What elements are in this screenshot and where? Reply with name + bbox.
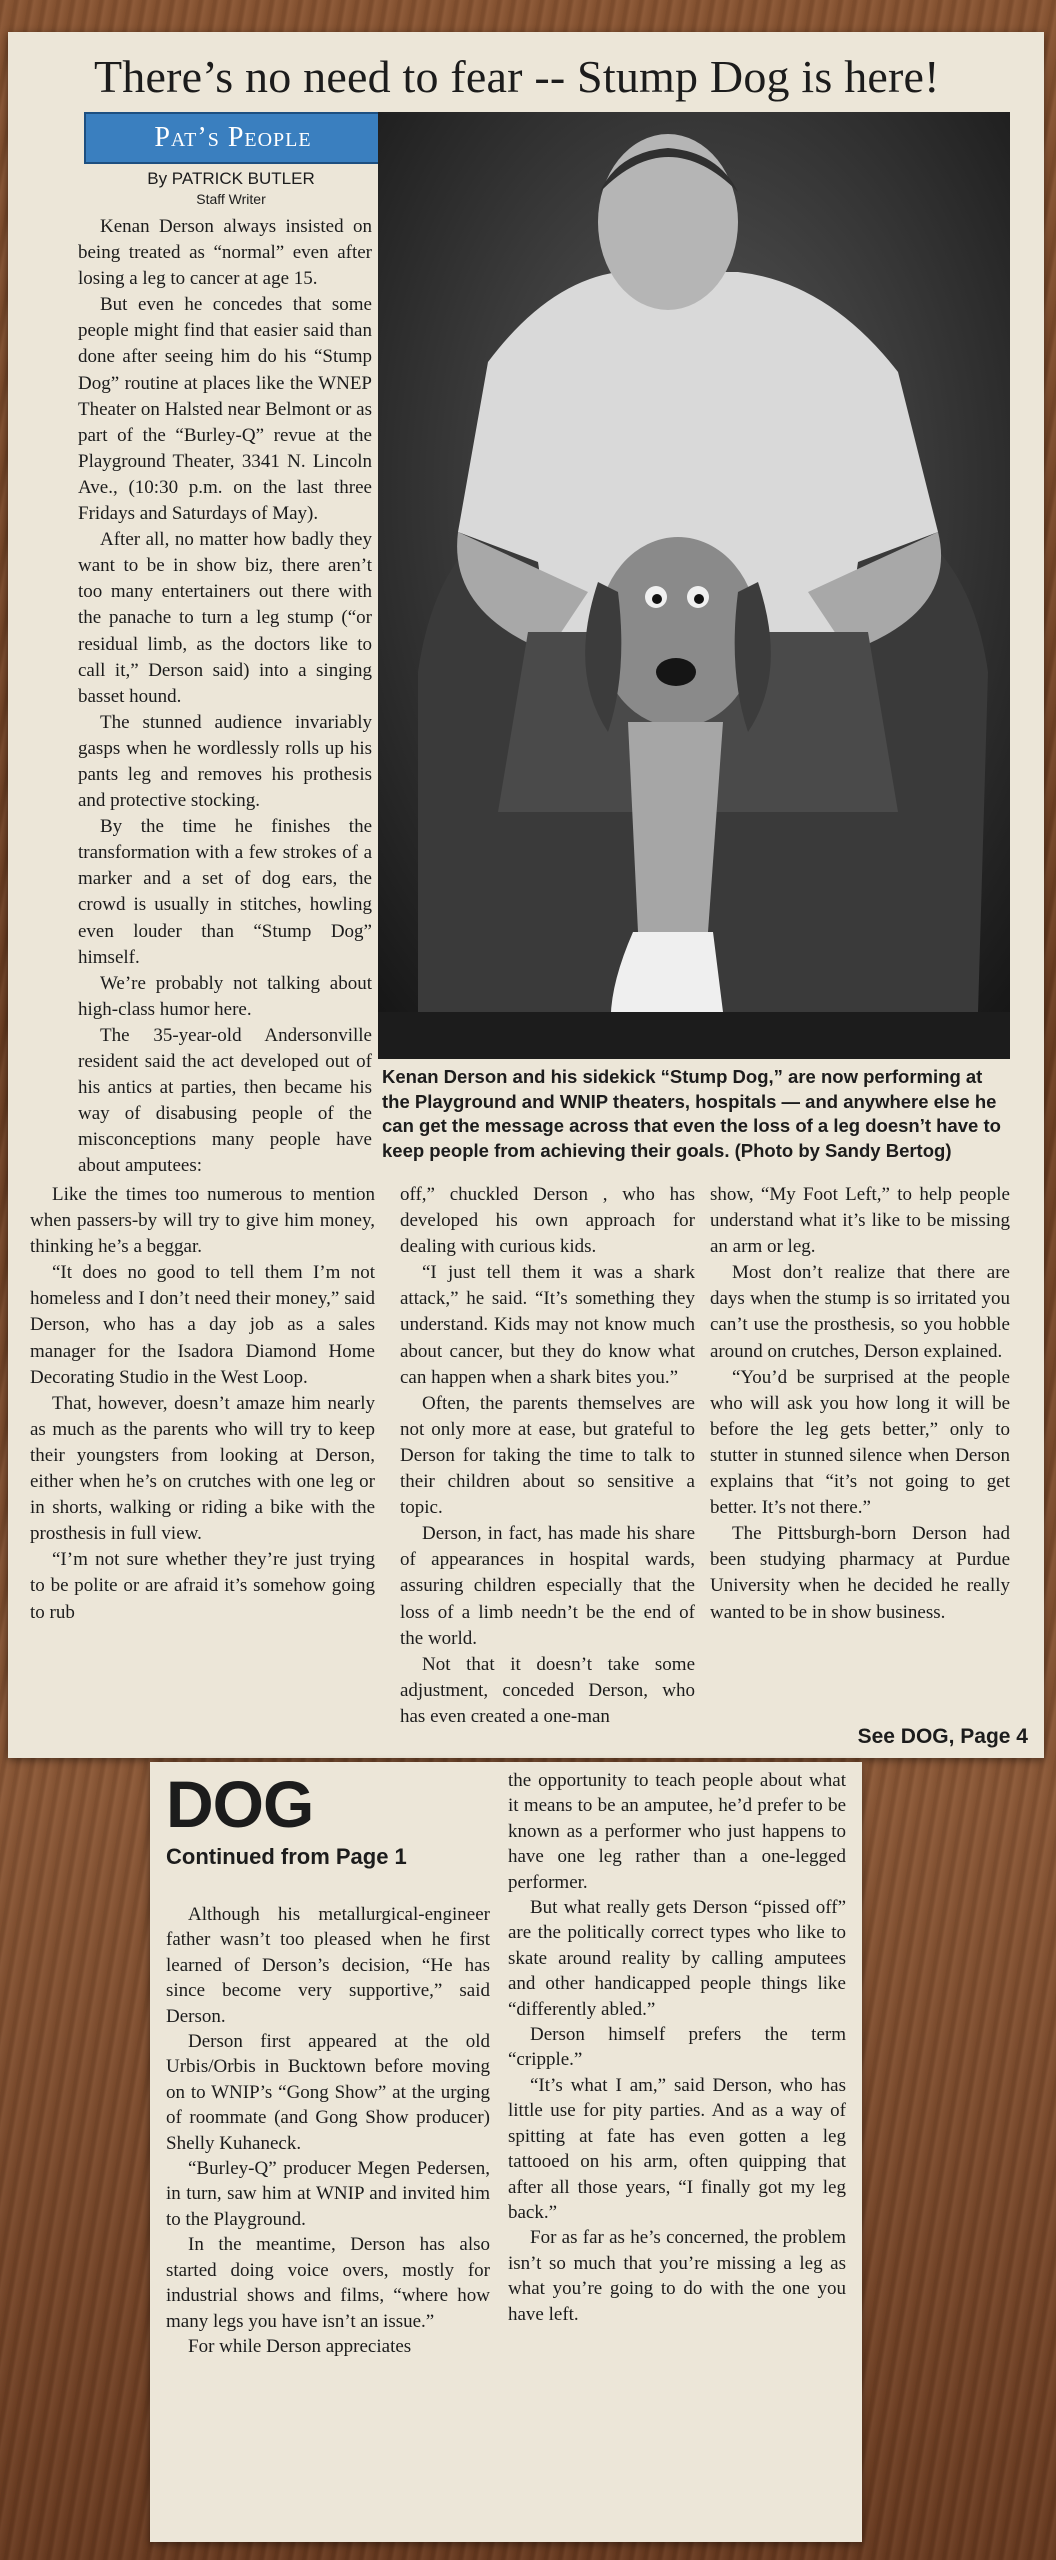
paragraph: Not that it doesn’t take some adjustment, conceded Derson, who has even created a one-man: [400, 1653, 695, 1727]
paragraph: Derson first appeared at the old Urbis/Orbis in Bucktown before moving on to WNIP’s “Gong Show” at the urging of roommate (and Gong Show producer) Shelly Kuhaneck.: [166, 2031, 490, 2154]
article-column-a: [30, 1182, 375, 1747]
article-column-c: [710, 1182, 1010, 1722]
paragraph: For as far as he’s concerned, the problem isn’t so much that you’re missing a leg as what you’re going to do with the one you have left.: [508, 2227, 846, 2325]
paragraph: That, however, doesn’t amaze him nearly as much as the parents who will try to keep their youngsters from looking at Derson, either when he’s on crutches with one leg or in shorts, walking or riding a bike with the prosthesis in full view.: [30, 1392, 375, 1545]
paragraph: Although his metallurgical-engineer father wasn’t too pleased when he first learned of Derson’s decision, “He has since become very supportive,” said Derson.: [166, 1904, 490, 2027]
paragraph: Derson himself prefers the term “cripple.”: [508, 2024, 846, 2071]
paragraph: After all, no matter how badly they want to be in show biz, there aren’t too many entertainers out there with the panache to turn a leg stump (“or residual limb, as the doctors like to call it,” Derson said) into a singing basset hound.: [78, 529, 372, 707]
paragraph: Often, the parents themselves are not only more at ease, but grateful to Derson for taking the time to talk to their children about so sensitive a topic.: [400, 1392, 695, 1519]
paragraph: Derson, in fact, has made his share of appearances in hospital wards, assuring children especially that the loss of a limb needn’t be the end of the world.: [400, 1523, 695, 1649]
paragraph: The stunned audience invariably gasps when he wordlessly rolls up his pants leg and removes his prothesis and protective stocking.: [78, 711, 372, 812]
paragraph: But even he concedes that some people might find that easier said than done after seeing him do his “Stump Dog” routine at places like the WNEP Theater on Halsted near Belmont or as part of the “Burley-Q” revue at the Playground Theater, 3341 N. Lincoln Ave., (10:30 p.m. on the last three Fridays and Saturdays of May).: [78, 294, 372, 525]
column-tag: Pat’s People: [84, 112, 382, 164]
continued-from-label: Continued from Page 1: [166, 1844, 407, 1869]
photo-caption: Kenan Derson and his sidekick “Stump Dog,” are now performing at the Playground and WNIP theaters, hospitals — and anywhere else he can get the message across that even the loss of a leg doesn’t have to keep people from achieving their goals. (Photo by Sandy Bertog): [382, 1066, 1001, 1161]
byline: [84, 168, 378, 208]
byline-role: Staff Writer: [196, 191, 266, 207]
continuation-column-right: [508, 1768, 846, 2327]
headline: There’s no need to fear -- Stump Dog is here!: [94, 51, 940, 102]
paragraph: By the time he finishes the transformation with a few strokes of a marker and a set of dog ears, the crowd is usually in stitches, howling even louder than “Stump Dog” himself.: [78, 816, 372, 968]
paragraph: “You’d be surprised at the people who will ask you how long it will be before the leg gets better,” only to stutter in stunned silence when Derson explains that “it’s not going to get better. It’s not there.”: [710, 1366, 1010, 1519]
paragraph: In the meantime, Derson has also started doing voice overs, mostly for industrial shows and films, “where how many legs you have isn’t an issue.”: [166, 2234, 490, 2332]
paragraph: But what really gets Derson “pissed off” are the politically correct types who like to skate around reality by calling amputees and other handicapped people things like “differently abled.”: [508, 1897, 846, 2020]
paragraph: “I just tell them it was a shark attack,” he said. “It’s something they understand. Kids may not know much about cancer, but they do know what can happen when a shark bites you.”: [400, 1262, 695, 1388]
continuation-clipping: [150, 1762, 862, 2542]
paragraph: Kenan Derson always insisted on being treated as “normal” even after losing a leg to cancer at age 15.: [78, 216, 372, 290]
continuation-title: DOG: [166, 1767, 314, 1841]
paragraph: For while Derson appreciates: [188, 2335, 412, 2357]
paragraph: “It does no good to tell them I’m not homeless and I don’t need their money,” said Derson, who has a day job as a sales manager for the Isadora Diamond Home Decorating Studio in the West Loop.: [30, 1262, 375, 1388]
article-column-left: [78, 214, 372, 1184]
paragraph: The Pittsburgh-born Derson had been studying pharmacy at Purdue University when he decided he really wanted to be in show business.: [710, 1523, 1010, 1623]
paragraph: the opportunity to teach people about what it means to be an amputee, he’d prefer to be known as a performer who just happens to have one leg rather than a one-legged performer.: [508, 1770, 846, 1893]
article-column-b: [400, 1182, 695, 1747]
jump-line: See DOG, Page 4: [857, 1725, 1028, 1748]
paragraph: Most don’t realize that there are days when the stump is so irritated you can’t use the prosthesis, so you hobble around on crutches, Derson explained.: [710, 1262, 1010, 1362]
paragraph: “It’s what I am,” said Derson, who has little use for pity parties. And as a way of spitting at fate has even gotten a leg tattooed on his arm, often quipping that after all those years, “I finally got my leg back.”: [508, 2074, 846, 2223]
paragraph: off,” chuckled Derson , who has developed his own approach for dealing with curious kids.: [400, 1184, 695, 1258]
paragraph: “Burley-Q” producer Megen Pedersen, in turn, saw him at WNIP and invited him to the Playground.: [166, 2158, 490, 2230]
paragraph: show, “My Foot Left,” to help people understand what it’s like to be missing an arm or leg.: [710, 1184, 1010, 1258]
paragraph: We’re probably not talking about high-class humor here.: [78, 972, 372, 1020]
byline-author: By PATRICK BUTLER: [147, 169, 315, 188]
paragraph: Like the times too numerous to mention when passers-by will try to give him money, thinking he’s a beggar.: [30, 1184, 375, 1258]
photo-illustration: [378, 112, 1010, 1059]
article-photo: [378, 112, 1010, 1059]
continuation-column-left: [166, 1902, 490, 2359]
paragraph: “I’m not sure whether they’re just trying to be polite or are afraid it’s somehow going to rub: [30, 1549, 375, 1623]
paragraph: The 35-year-old Andersonville resident said the act developed out of his antics at parties, then became his way of disabusing people of the misconceptions many people have about amputees:: [78, 1024, 372, 1177]
main-article-clipping: [8, 32, 1044, 1758]
